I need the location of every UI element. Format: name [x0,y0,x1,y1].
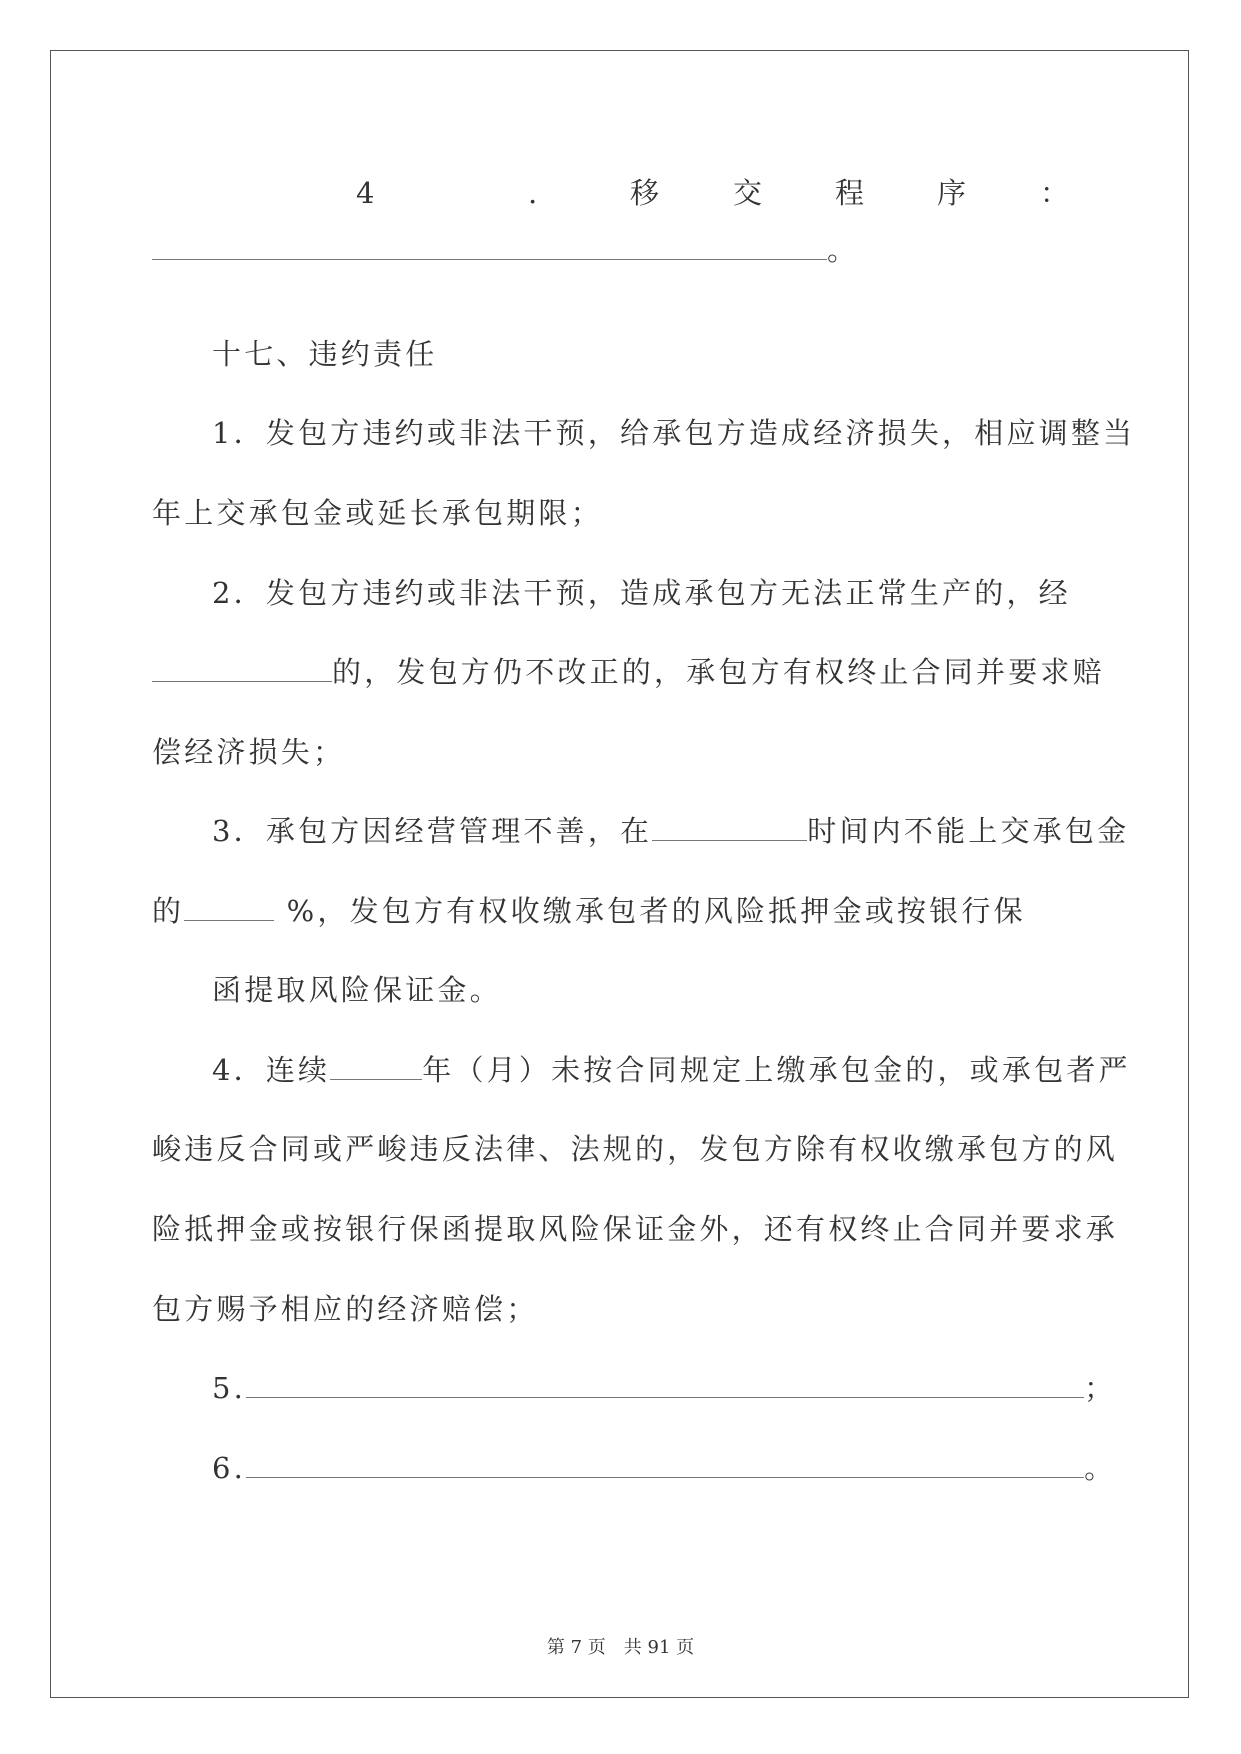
page-footer: 第 7 页 共 91 页 [546,1637,695,1658]
p3-line2 [152,891,1026,931]
blank [152,233,827,260]
item4-char-yi: 移 [630,176,660,210]
p2-line1: 2．发包方违约或非法干预，造成承包方无法正常生产的，经 [212,576,1071,610]
item4-colon: ： [1040,176,1070,210]
blank [246,1451,1084,1478]
p1-line1: 1．发包方违约或非法干预，给承包方造成经济损失，相应调整当 [212,416,1136,450]
item5-label: 5. [212,1371,247,1405]
p4-line1-text-a: 4．连续 [212,1053,331,1087]
item4-number: 4 [356,176,375,210]
item4-char-jiao: 交 [733,176,763,210]
item4-blank-line [152,230,859,270]
p4-line3: 险抵押金或按银行保函提取风险保证金外，还有权终止合同并要求承 [152,1212,1119,1246]
blank [184,894,274,921]
item6-label: 6. [212,1451,247,1485]
item4-end: 。 [827,233,860,267]
p2-line2-text: 的，发包方仍不改正的，承包方有权终止合同并要求赔 [332,655,1105,689]
blank [330,1053,422,1080]
p4-line2: 峻违反合同或严峻违反法律、法规的，发包方除有权收缴承包方的风 [152,1132,1119,1166]
p3-line1 [212,811,1129,851]
p1-line2: 年上交承包金或延长承包期限； [152,496,603,530]
p2-line2 [152,652,1105,692]
p4-line4: 包方赐予相应的经济赔偿； [152,1292,539,1326]
item6-line [212,1448,1116,1488]
item4-char-xu: 序 [937,176,967,210]
p2-line3: 偿经济损失； [152,735,346,769]
section-heading: 十七、违约责任 [212,337,438,371]
blank [652,814,807,841]
item4-char-cheng: 程 [835,176,865,210]
blank [246,1371,1084,1398]
p3-line1-text-b: 时间内不能上交承包金 [807,814,1130,848]
p3-line2-text-a: 的 [152,894,185,928]
item4-dot: . [528,176,538,210]
item6-end: 。 [1084,1451,1117,1485]
p4-line1-text-b: 年（月）未按合同规定上缴承包金的，或承包者严 [422,1053,1131,1087]
p3-line3: 函提取风险保证金。 [212,973,502,1007]
item5-line [212,1368,1116,1408]
p3-line2-text-b: %，发包方有权收缴承包者的风险抵押金或按银行保 [274,894,1026,928]
blank [152,655,332,682]
p4-line1 [212,1050,1131,1090]
p3-line1-text-a: 3．承包方因经营管理不善，在 [212,814,653,848]
item5-end: ； [1084,1371,1117,1405]
